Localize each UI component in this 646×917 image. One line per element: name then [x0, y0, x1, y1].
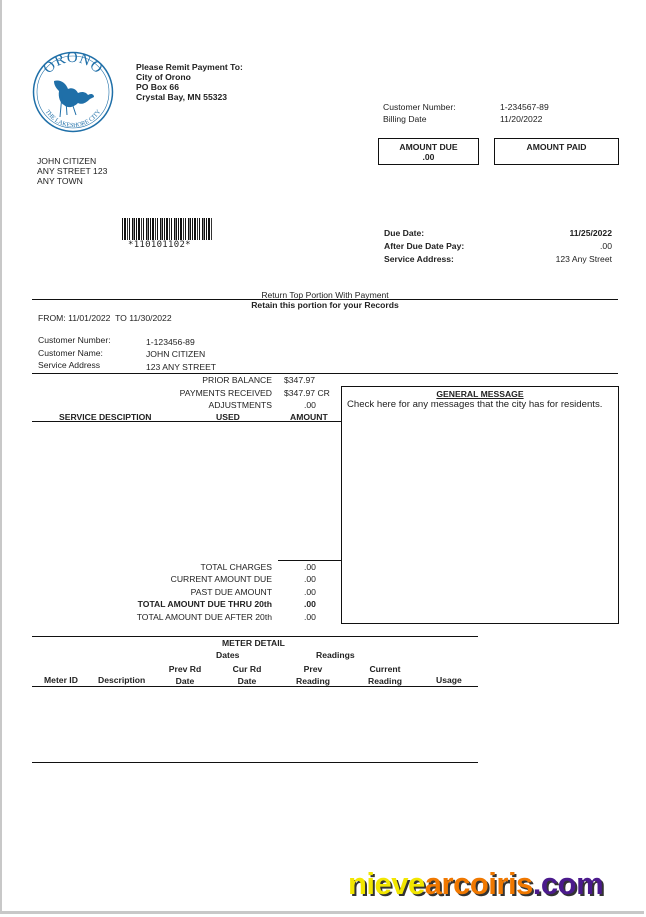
meter-col-prev-rd-date: [162, 663, 208, 687]
amount-due-value: .00: [422, 152, 435, 162]
watermark-part2: arcoiris: [424, 866, 533, 901]
meter-col-current-reading-line1: Current: [369, 664, 401, 674]
meter-col-prev-rd-line2: Date: [175, 676, 195, 686]
svg-text:ORONO: ORONO: [40, 51, 106, 77]
mailing-name: JOHN CITIZEN: [37, 156, 97, 166]
mailing-town: ANY TOWN: [37, 176, 83, 186]
meter-col-current-reading-line2: Reading: [368, 676, 402, 686]
meter-header-line: [32, 686, 478, 687]
watermark-part1: nieve: [348, 866, 425, 901]
total-charges-label: TOTAL CHARGES: [200, 562, 272, 572]
amount-due-box: [378, 138, 479, 165]
service-address-label-bottom: Service Address: [38, 360, 101, 370]
svg-text:THE LAKESHORE CITY: THE LAKESHORE CITY: [43, 108, 103, 130]
meter-col-description: Description: [98, 675, 146, 685]
meter-col-prev-reading-line2: Reading: [296, 676, 330, 686]
service-header-line: [32, 421, 342, 422]
after-due-value: .00: [600, 241, 612, 251]
remit-line1: City of Orono: [136, 72, 191, 82]
due-date: 11/25/2022: [569, 228, 612, 238]
totals-line: [278, 560, 342, 561]
customer-number-bottom: 1-123456-89: [146, 337, 195, 347]
watermark-part3: .com: [532, 866, 604, 901]
meter-col-prev-rd-line1: Prev Rd: [168, 664, 202, 674]
amount-due-label: AMOUNT DUE: [399, 142, 458, 152]
return-top-text: Return Top Portion With Payment: [261, 290, 389, 300]
amount-paid-box[interactable]: [494, 138, 619, 165]
payments-received: $347.97 CR: [284, 388, 330, 398]
total-due-thru-20th: .00: [304, 599, 316, 609]
meter-col-meter-id: Meter ID: [44, 675, 78, 685]
meter-col-prev-reading-line1: Prev: [303, 664, 323, 674]
general-message-box: [341, 386, 619, 624]
meter-col-cur-rd-line1: Cur Rd: [232, 664, 262, 674]
amount-paid-label: AMOUNT PAID: [526, 142, 587, 152]
customer-number-label-top: Customer Number:: [383, 102, 456, 112]
meter-col-usage: Usage: [436, 675, 462, 685]
remit-heading: Please Remit Payment To:: [136, 62, 243, 72]
due-date-label: Due Date:: [384, 228, 425, 238]
meter-group-dates: Dates: [216, 650, 240, 660]
remit-line3: Crystal Bay, MN 55323: [136, 92, 228, 102]
meter-col-cur-rd-date: [224, 663, 270, 687]
total-charges: .00: [304, 562, 316, 572]
barcode-text: *110101102*: [128, 240, 191, 250]
billing-date: 11/20/2022: [500, 114, 543, 124]
customer-number-label-bottom: Customer Number:: [38, 335, 111, 345]
service-address-top: 123 Any Street: [555, 254, 612, 264]
meter-detail-title: METER DETAIL: [222, 638, 285, 648]
prior-balance: $347.97: [284, 375, 316, 385]
remit-line2: PO Box 66: [136, 82, 179, 92]
col-used: USED: [216, 412, 240, 422]
general-message-body: Check here for any messages that the city has for residents.: [347, 399, 603, 410]
col-amount: AMOUNT: [290, 412, 328, 422]
billing-period: FROM: 11/01/2022 TO 11/30/2022: [38, 313, 172, 323]
meter-top-line: [32, 636, 478, 637]
total-due-after-20th-label: TOTAL AMOUNT DUE AFTER 20th: [136, 612, 272, 622]
col-service-description: SERVICE DESCIPTION: [59, 412, 152, 422]
meter-col-current-reading: [360, 663, 410, 687]
service-address-label-top: Service Address:: [384, 254, 454, 264]
past-due-amount: .00: [304, 587, 316, 597]
past-due-amount-label: PAST DUE AMOUNT: [190, 587, 272, 597]
customer-name-label: Customer Name:: [38, 348, 103, 358]
mailing-street: ANY STREET 123: [37, 166, 108, 176]
total-due-thru-20th-label: TOTAL AMOUNT DUE THRU 20th: [137, 599, 272, 609]
remit-address: [136, 62, 243, 102]
retain-text: Retain this portion for your Records: [251, 300, 399, 310]
adjustments: .00: [304, 400, 316, 410]
current-amount-due: .00: [304, 574, 316, 584]
customer-number-top: 1-234567-89: [500, 102, 549, 112]
customer-name: JOHN CITIZEN: [146, 349, 206, 359]
orono-logo-icon: [32, 51, 114, 133]
mailing-address: [37, 156, 107, 186]
after-due-label: After Due Date Pay:: [384, 241, 465, 251]
meter-bottom-line: [32, 762, 478, 763]
adjustments-label: ADJUSTMENTS: [208, 400, 272, 410]
section-divider: [32, 373, 618, 374]
general-message-title: GENERAL MESSAGE: [436, 389, 524, 399]
service-address-bottom: 123 ANY STREET: [146, 362, 217, 372]
watermark-text: [348, 866, 603, 902]
payments-received-label: PAYMENTS RECEIVED: [179, 388, 272, 398]
prior-balance-label: PRIOR BALANCE: [202, 375, 272, 385]
meter-group-readings: Readings: [316, 650, 355, 660]
current-amount-due-label: CURRENT AMOUNT DUE: [170, 574, 272, 584]
total-due-after-20th: .00: [304, 612, 316, 622]
barcode-icon: [122, 218, 212, 240]
meter-col-prev-reading: [290, 663, 336, 687]
billing-date-label: Billing Date: [383, 114, 427, 124]
meter-col-cur-rd-line2: Date: [237, 676, 257, 686]
